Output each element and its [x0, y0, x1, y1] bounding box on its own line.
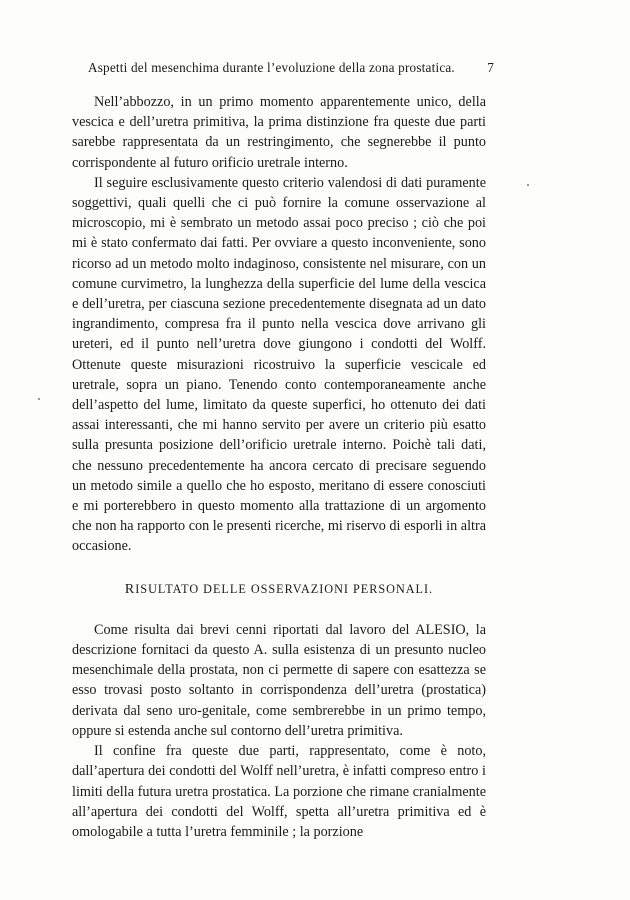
page-speck	[527, 184, 529, 186]
paragraph-2: Il seguire esclusivamente questo criterio valendosi di dati puramente soggettivi, quali quelli che ci può fornire la comune osservazione al microscopio, mi è sembrato un metodo assai poco preciso ; ciò che poi mi è stato confermato dai fatti. Per ovviare a questo inconveniente, sono ricorso ad un metodo molto indaginoso, consistente nel misurare, con un comune curvimetro, la lunghezza della superficie del lume della vescica e dell’uretra, per ciascuna sezione precedentemente disegnata ad un dato ingrandimento, compresa fra il punto nella vescica dove arrivano gli ureteri, ed il punto nell’uretra dove giungono i condotti del Wolff. Ottenute queste misurazioni ricostruivo la superficie vescicale ed uretrale, sopra un piano. Tenendo conto contemporaneamente anche dell’aspetto del lume, limitato da queste superfici, ho ottenuto dei dati assai interessanti, che mi hanno servito per avere un criterio più esatto sulla presunta posizione dell’orificio uretrale interno. Poichè tali dati, che nessuno precedentemente ha ancora cercato di precisare seguendo un metodo simile a quello che ho esposto, meritano di essere conosciuti e mi porterebbero in questo momento alla trattazione di un argomento che non ha rapporto con le presenti ricerche, mi riservo di esporli in altra occasione.	[72, 174, 486, 555]
page-number: 7	[487, 60, 494, 75]
section-heading	[72, 579, 486, 600]
paragraph-3: Come risulta dai brevi cenni riportati dal lavoro del ALESIO, la descrizione fornitaci da questo A. sulla esistenza di un presunto nucleo mesenchimale della prostata, non ci permette di sapere con esattezza se esso trovasi posto soltanto in corrispondenza dell’uretra (prostatica) derivata dal seno uro-genitale, come sembrerebbe in un primo tempo, oppure si estenda anche sul contorno dell’uretra primitiva.	[72, 621, 486, 739]
page-speck	[38, 398, 40, 400]
body-text	[72, 92, 486, 842]
section-heading-initial: R	[124, 581, 136, 597]
paragraph-4: Il confine fra queste due parti, rappresentato, come è noto, dall’apertura dei condotti del Wolff nell’uretra, è infatti compreso entro i limiti della futura uretra prostatica. La porzione che rimane cranialmente all’apertura dei condotti del Wolff, spetta all’uretra primitiva ed è omologabile a tutta l’uretra femminile ; la porzione	[72, 743, 486, 840]
running-title: Aspetti del mesenchima durante l’evoluzione della zona prostatica.	[88, 60, 455, 75]
section-heading-rest: ISULTATO DELLE OSSERVAZIONI PERSONALI.	[135, 581, 434, 596]
running-header	[88, 60, 494, 76]
paragraph-1: Nell’abbozzo, in un primo momento apparentemente unico, della vescica e dell’uretra primitiva, la prima distinzione fra queste due parti sarebbe rappresentata da un restringimento, che segnerebbe il punto corrispondente al futuro orificio uretrale interno.	[72, 94, 486, 171]
